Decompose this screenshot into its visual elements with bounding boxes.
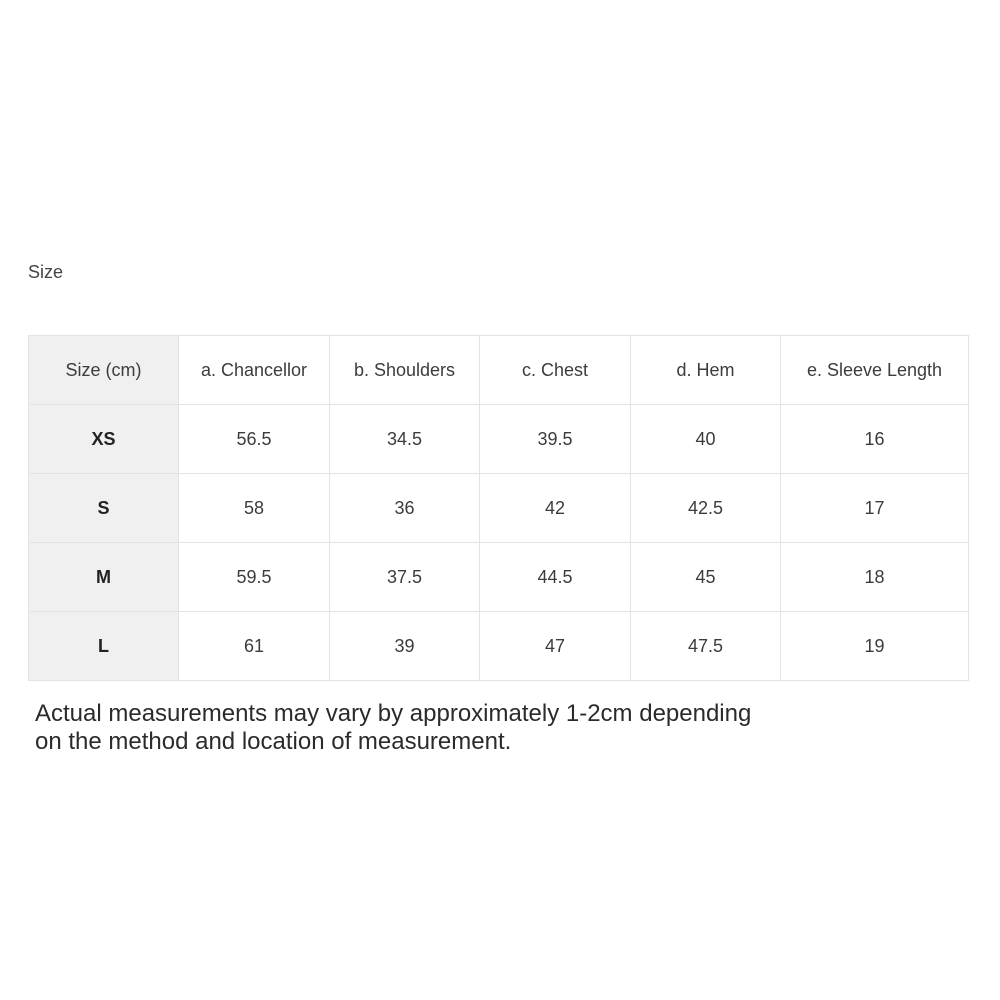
cell-sleeve-length: 18 (781, 543, 969, 612)
cell-chest: 42 (480, 474, 631, 543)
cell-chest: 44.5 (480, 543, 631, 612)
size-chart-table (28, 335, 969, 681)
row-size-label: M (29, 543, 179, 612)
header-hem: d. Hem (631, 336, 781, 405)
cell-shoulders: 34.5 (330, 405, 480, 474)
section-title: Size (28, 262, 64, 282)
row-size-label: XS (29, 405, 179, 474)
cell-hem: 45 (631, 543, 781, 612)
cell-hem: 47.5 (631, 612, 781, 681)
cell-chancellor: 58 (179, 474, 330, 543)
header-shoulders: b. Shoulders (330, 336, 480, 405)
note-line: Actual measurements may vary by approximately 1-2cm depending (35, 700, 752, 727)
cell-chancellor: 61 (179, 612, 330, 681)
cell-shoulders: 36 (330, 474, 480, 543)
cell-chancellor: 59.5 (179, 543, 330, 612)
cell-chest: 47 (480, 612, 631, 681)
table-row (29, 543, 969, 612)
header-sleeve-length: e. Sleeve Length (781, 336, 969, 405)
row-size-label: L (29, 612, 179, 681)
cell-sleeve-length: 19 (781, 612, 969, 681)
header-chancellor: a. Chancellor (179, 336, 330, 405)
row-size-label: S (29, 474, 179, 543)
cell-chancellor: 56.5 (179, 405, 330, 474)
cell-shoulders: 37.5 (330, 543, 480, 612)
table-row (29, 612, 969, 681)
note-line: on the method and location of measurement. (35, 728, 512, 755)
header-size: Size (cm) (29, 336, 179, 405)
header-chest: c. Chest (480, 336, 631, 405)
cell-sleeve-length: 17 (781, 474, 969, 543)
table-header-row (29, 336, 969, 405)
cell-sleeve-length: 16 (781, 405, 969, 474)
cell-chest: 39.5 (480, 405, 631, 474)
table-row (29, 405, 969, 474)
measurement-note (35, 700, 835, 756)
cell-hem: 40 (631, 405, 781, 474)
cell-hem: 42.5 (631, 474, 781, 543)
cell-shoulders: 39 (330, 612, 480, 681)
table-row (29, 474, 969, 543)
